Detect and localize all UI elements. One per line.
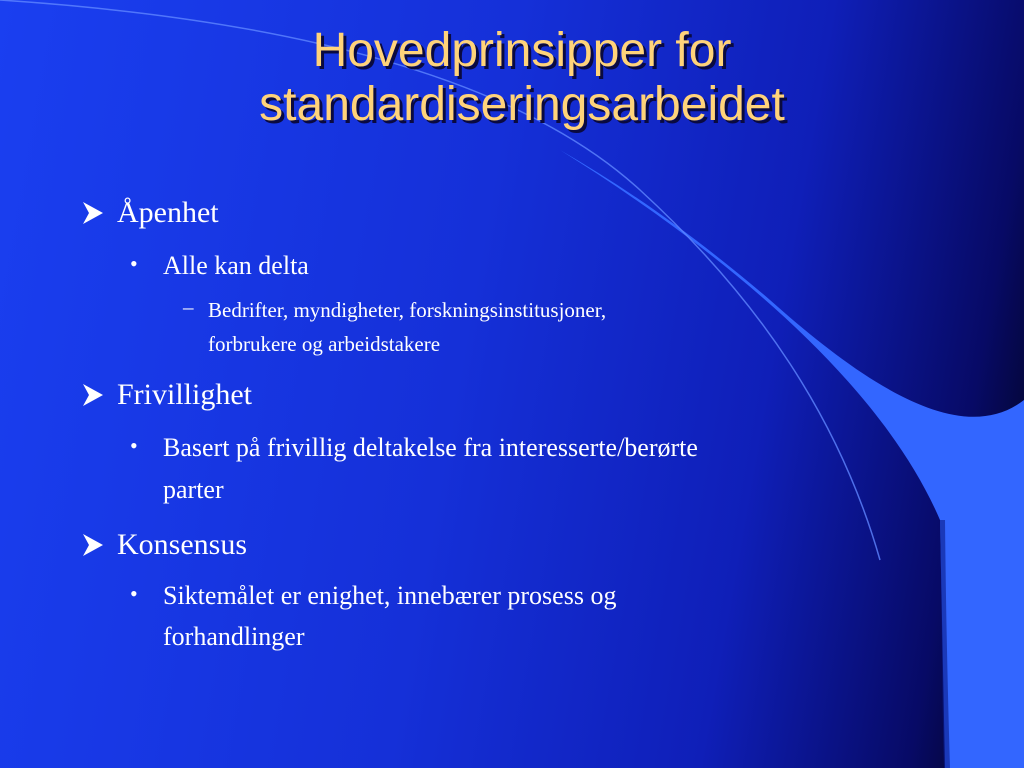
bullet-siktemalet-line1: Siktemålet er enighet, innebærer prosess og — [163, 581, 617, 610]
bullet-basert-line1: Basert på frivillig deltakelse fra interesserte/berørte — [163, 433, 698, 462]
slide-title-line1: Hovedprinsipper for — [312, 24, 732, 77]
bullet-basert-line2: parter — [163, 475, 224, 504]
round-bullet: • — [130, 251, 138, 276]
bullet-konsensus: Konsensus — [117, 528, 248, 561]
bullet-apenhet: Åpenhet — [117, 196, 219, 229]
bullet-siktemalet-line2: forhandlinger — [163, 622, 305, 651]
slide-title — [0, 24, 1024, 132]
dash-bullet: – — [183, 295, 194, 319]
arrowhead-bullet-icon — [80, 382, 106, 408]
bullet-bedrifter-line2: forbrukere og arbeidstakere — [208, 332, 441, 356]
round-bullet: • — [130, 581, 138, 606]
bullet-bedrifter-line1: Bedrifter, myndigheter, forskningsinstitusjoner, — [208, 298, 607, 322]
bullet-frivillighet: Frivillighet — [117, 378, 252, 411]
slide-title-line2: standardiseringsarbeidet — [259, 78, 785, 131]
arrowhead-bullet-icon — [80, 532, 106, 558]
arrowhead-bullet-icon — [80, 200, 106, 226]
bullet-alle-kan-delta: Alle kan delta — [163, 251, 309, 280]
round-bullet: • — [130, 433, 138, 458]
